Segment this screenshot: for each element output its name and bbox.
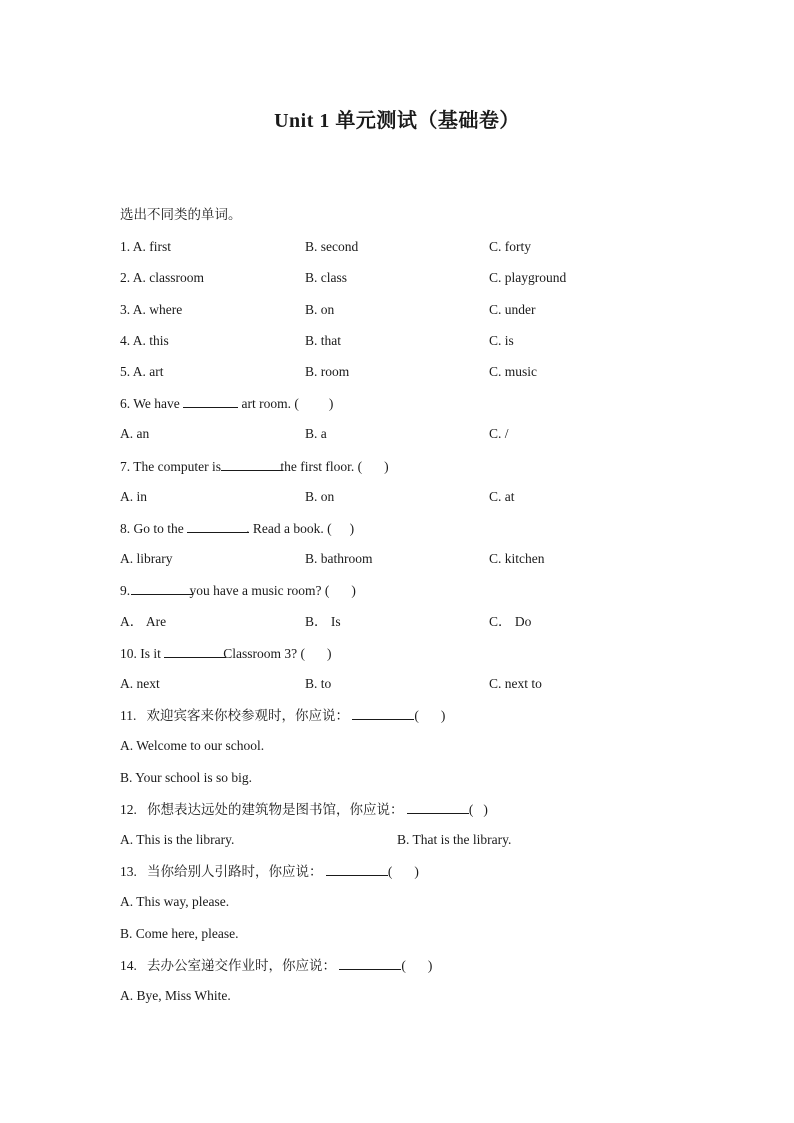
q7-option-c: C. at xyxy=(489,489,515,504)
q12-answer-blank[interactable] xyxy=(407,799,469,814)
q1-option-c: C. forty xyxy=(489,239,531,254)
q14-answer-blank[interactable] xyxy=(339,955,401,970)
q12-option-a: A. This is the library. xyxy=(120,832,235,847)
q7-stem-after: the first floor. xyxy=(280,459,355,474)
q2-option-b: B. class xyxy=(305,270,347,285)
q6-option-a: A. an xyxy=(120,426,150,441)
q3-option-a xyxy=(120,300,182,320)
q10-paren-open: ( xyxy=(300,646,306,661)
question-8-options xyxy=(120,549,680,569)
q10-option-c: C. next to xyxy=(489,676,542,691)
q4-number: 4. xyxy=(120,333,131,348)
q8-option-c: C. kitchen xyxy=(489,551,545,566)
question-5 xyxy=(120,362,680,382)
q11-paren-close: ) xyxy=(440,708,446,723)
q7-paren-close: ) xyxy=(384,459,389,474)
q13-option-a: A. This way, please. xyxy=(120,894,230,909)
q1-option-a xyxy=(120,237,171,257)
q2-option-c: C. playground xyxy=(489,270,567,285)
q1-option-b: B. second xyxy=(305,239,359,254)
q5-option-a xyxy=(120,362,164,382)
q2-a-text: A. classroom xyxy=(132,270,205,285)
q10-paren-close: ) xyxy=(327,646,332,661)
q5-number: 5. xyxy=(120,364,131,379)
q7-answer-blank[interactable] xyxy=(221,456,283,471)
q9-stem-after: you have a music room? xyxy=(189,583,322,598)
q8-stem-after: . Read a book. xyxy=(246,521,324,536)
q8-option-a: A. library xyxy=(120,551,173,566)
q4-option-b: B. that xyxy=(305,333,341,348)
question-13-stem xyxy=(120,861,680,881)
q6-paren-open: ( xyxy=(294,396,299,411)
question-11-stem xyxy=(120,705,680,725)
q12-option-b: B. That is the library. xyxy=(397,832,512,847)
question-7-options xyxy=(120,487,680,507)
q1-number: 1. xyxy=(120,239,131,254)
q2-number: 2. xyxy=(120,270,131,285)
q6-option-b: B. a xyxy=(305,426,327,441)
q6-stem-before: 6. We have xyxy=(120,396,180,411)
q8-option-b: B. bathroom xyxy=(305,551,373,566)
q10-answer-blank[interactable] xyxy=(164,643,226,658)
q9-option-a: A． Are xyxy=(120,614,167,629)
q14-paren-open: ( xyxy=(401,958,406,973)
page-title: Unit 1 单元测试（基础卷） xyxy=(274,110,520,132)
q6-option-c: C. / xyxy=(489,426,509,441)
q13-option-b: B. Come here, please. xyxy=(120,926,239,941)
q13-paren-close: ) xyxy=(414,864,419,879)
q12-paren-close: ) xyxy=(483,802,488,817)
q5-option-b: B. room xyxy=(305,364,350,379)
q8-stem-before: 8. Go to the xyxy=(120,521,184,536)
q4-option-c: C. is xyxy=(489,333,514,348)
question-6-options xyxy=(120,424,680,444)
question-1 xyxy=(120,237,680,257)
q8-paren-close: ) xyxy=(349,521,355,536)
q7-paren-open: ( xyxy=(357,459,363,474)
section-heading: 选出不同类的单词。 xyxy=(120,207,242,222)
q14-option-a: A. Bye, Miss White. xyxy=(120,988,231,1003)
question-2 xyxy=(120,268,680,288)
q13-answer-blank[interactable] xyxy=(326,861,388,876)
q13-stem: 13. 当你给别人引路时，你应说： xyxy=(120,864,323,879)
question-12-stem xyxy=(120,799,680,819)
question-3 xyxy=(120,300,680,320)
q11-answer-blank[interactable] xyxy=(352,705,414,720)
q12-stem: 12. 你想表达远处的建筑物是图书馆，你应说： xyxy=(120,802,404,817)
q6-stem-after: art room. xyxy=(241,396,292,411)
q10-stem-before: 10. Is it xyxy=(120,646,161,661)
q9-answer-blank[interactable] xyxy=(131,580,193,595)
q9-paren-close: ) xyxy=(351,583,356,598)
q7-stem-before: 7. The computer is xyxy=(120,459,221,474)
q14-stem: 14. 去办公室递交作业时，你应说： xyxy=(120,958,336,973)
q11-stem: 11. 欢迎宾客来你校参观时，你应说： xyxy=(120,708,349,723)
q11-option-b: B. Your school is so big. xyxy=(120,770,253,785)
q4-option-a xyxy=(120,331,169,351)
q3-number: 3. xyxy=(120,302,131,317)
q6-answer-blank[interactable] xyxy=(183,393,238,408)
q12-paren-open: ( xyxy=(468,802,474,817)
question-6-stem xyxy=(120,393,680,413)
q2-option-a xyxy=(120,268,204,288)
question-12-options xyxy=(120,830,680,850)
q6-paren-close: ) xyxy=(328,396,334,411)
q9-option-c: C． Do xyxy=(489,614,532,629)
q5-option-c: C. music xyxy=(489,364,538,379)
question-9-stem xyxy=(120,580,680,600)
q10-option-b: B. to xyxy=(305,676,332,691)
q9-option-b: B． Is xyxy=(305,614,341,629)
q7-option-a: A. in xyxy=(120,489,147,504)
q3-option-b: B. on xyxy=(305,302,335,317)
q8-answer-blank[interactable] xyxy=(187,518,249,533)
q3-a-text: A. where xyxy=(132,302,183,317)
question-9-options xyxy=(120,612,680,632)
q13-paren-open: ( xyxy=(387,864,393,879)
question-10-stem xyxy=(120,643,680,663)
question-8-stem xyxy=(120,518,680,538)
q11-paren-open: ( xyxy=(414,708,419,723)
q11-option-a: A. Welcome to our school. xyxy=(120,738,265,753)
question-4 xyxy=(120,331,680,351)
q7-option-b: B. on xyxy=(305,489,335,504)
q14-paren-close: ) xyxy=(427,958,433,973)
q8-paren-open: ( xyxy=(327,521,332,536)
q4-a-text: A. this xyxy=(132,333,169,348)
q9-stem-before: 9. xyxy=(120,583,131,598)
question-14-stem xyxy=(120,955,680,975)
q9-paren-open: ( xyxy=(324,583,330,598)
q1-a-text: A. first xyxy=(132,239,172,254)
q10-stem-after: Classroom 3? xyxy=(223,646,298,661)
question-7-stem xyxy=(120,456,680,476)
q10-option-a: A. next xyxy=(120,676,160,691)
q3-option-c: C. under xyxy=(489,302,536,317)
q5-a-text: A. art xyxy=(132,364,164,379)
question-10-options xyxy=(120,674,680,694)
